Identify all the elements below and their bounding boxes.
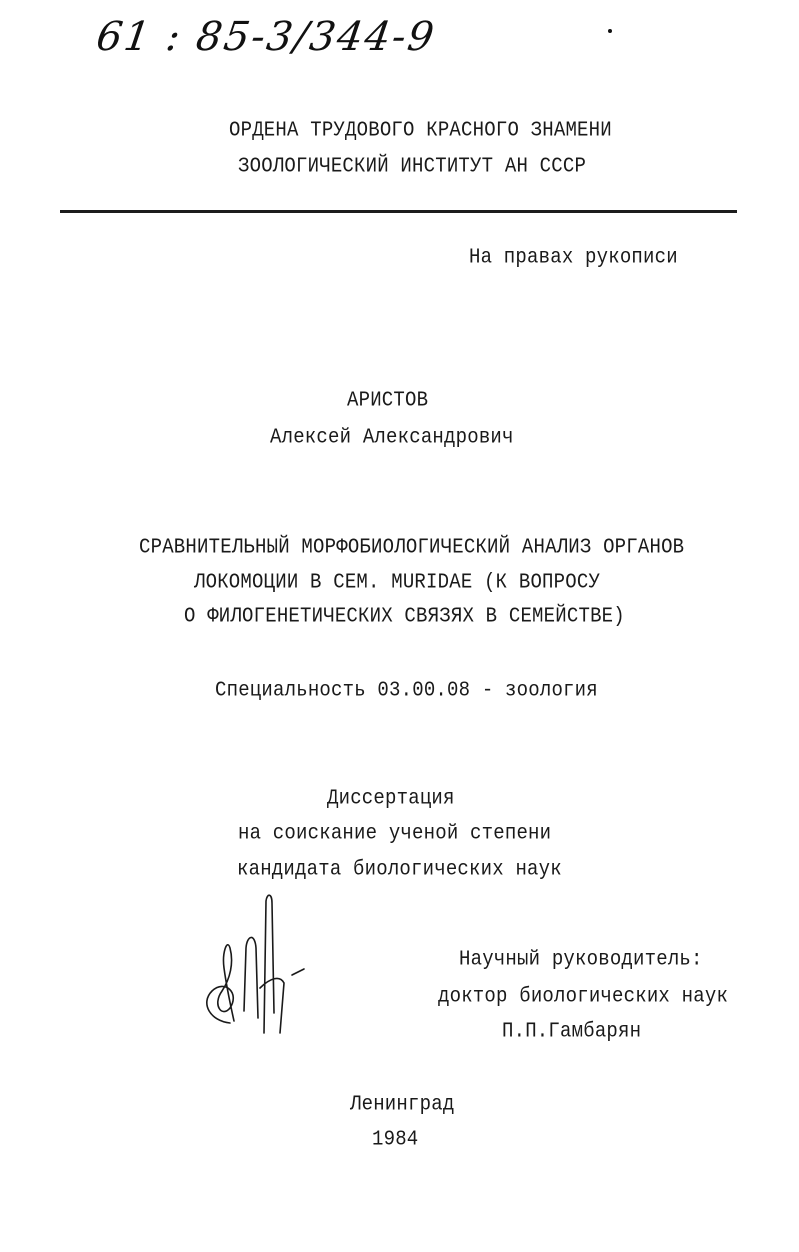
institution-order-line: ОРДЕНА ТРУДОВОГО КРАСНОГО ЗНАМЕНИ [229, 117, 612, 143]
dissertation-title-line-2: ЛОКОМОЦИИ В СЕМ. MURIDAE (К ВОПРОСУ [194, 569, 601, 595]
supervisor-label: Научный руководитель: [459, 946, 703, 972]
institution-name-line: ЗООЛОГИЧЕСКИЙ ИНСТИТУТ АН СССР [238, 153, 587, 179]
city: Ленинград [350, 1091, 455, 1117]
degree-title-line: кандидата биологических наук [237, 856, 562, 882]
supervisor-name: П.П.Гамбарян [502, 1018, 642, 1044]
degree-dissertation-label: Диссертация [327, 785, 455, 811]
specialty-line: Специальность 03.00.08 - зоология [215, 677, 598, 703]
archive-code-handwritten: 61 : 85-3/344-9 [93, 14, 439, 60]
manuscript-rights-note: На правах рукописи [469, 244, 678, 270]
degree-purpose-line: на соискание ученой степени [238, 820, 552, 846]
year: 1984 [372, 1126, 419, 1152]
dissertation-title-line-1: СРАВНИТЕЛЬНЫЙ МОРФОБИОЛОГИЧЕСКИЙ АНАЛИЗ ОРГАНОВ [139, 534, 685, 560]
author-given-names: Алексей Александрович [270, 424, 514, 450]
header-divider [60, 210, 737, 213]
author-signature [200, 893, 320, 1043]
author-surname: АРИСТОВ [347, 387, 429, 413]
ink-speck [608, 29, 612, 33]
dissertation-title-line-3: О ФИЛОГЕНЕТИЧЕСКИХ СВЯЗЯХ В СЕМЕЙСТВЕ) [184, 603, 625, 629]
supervisor-academic-title: доктор биологических наук [438, 983, 729, 1009]
